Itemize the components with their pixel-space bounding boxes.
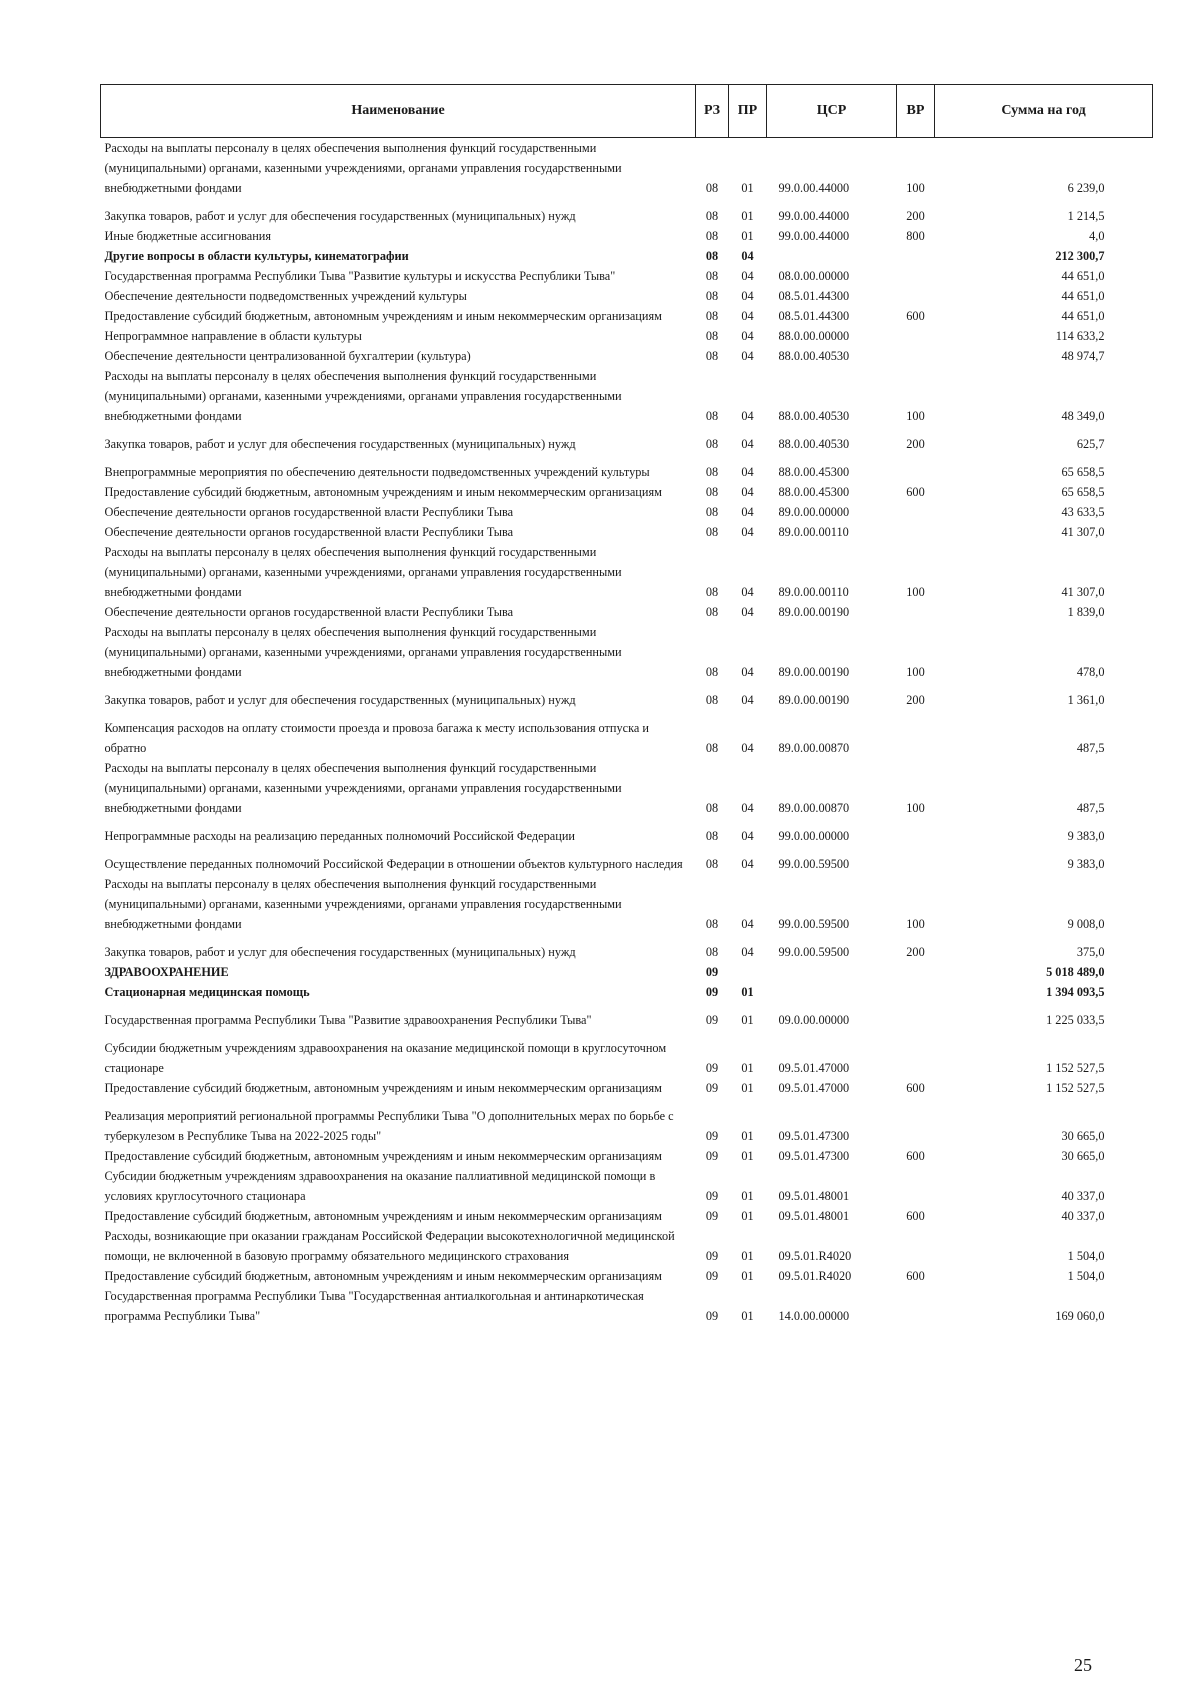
cell-pr: 04	[741, 409, 754, 423]
cell-sum: 40 337,0	[1061, 1189, 1105, 1203]
cell-name: Компенсация расходов на оплату стоимости проезда и провоза багажа к месту использования отпуска и обратно	[104, 721, 650, 755]
cell-rz: 09	[705, 1209, 719, 1223]
cell-sum: 1 152 527,5	[1046, 1081, 1105, 1095]
table-row	[101, 306, 1153, 326]
cell-sum: 48 974,7	[1061, 349, 1105, 363]
table-row	[101, 1286, 1153, 1326]
cell-csr: 09.5.01.47300	[778, 1149, 850, 1163]
table-row	[101, 346, 1153, 366]
cell-name: Государственная программа Республики Тыва "Развитие здравоохранения Республики Тыва"	[104, 1013, 592, 1027]
cell-pr: 04	[741, 857, 754, 871]
cell-rz: 09	[705, 1189, 719, 1203]
cell-name: Обеспечение деятельности органов государственной власти Республики Тыва	[104, 605, 514, 619]
cell-pr: 04	[741, 309, 754, 323]
cell-vr: 600	[906, 485, 925, 499]
cell-name: Государственная программа Республики Тыва "Развитие культуры и искусства Республики Тыва"	[104, 269, 616, 283]
cell-csr: 88.0.00.40530	[778, 437, 850, 451]
cell-sum: 1 361,0	[1067, 693, 1105, 707]
cell-pr: 04	[741, 917, 754, 931]
cell-csr: 08.0.00.00000	[778, 269, 850, 283]
table-row	[101, 482, 1153, 502]
cell-vr	[897, 454, 935, 482]
cell-pr: 04	[741, 349, 754, 363]
cell-pr: 04	[741, 693, 754, 707]
cell-rz: 09	[705, 1081, 719, 1095]
cell-csr: 09.5.01.48001	[778, 1189, 850, 1203]
cell-vr	[897, 846, 935, 874]
cell-vr: 200	[906, 437, 925, 451]
cell-rz: 08	[705, 525, 719, 539]
cell-pr: 01	[741, 229, 754, 243]
cell-csr: 09.5.01.R4020	[778, 1269, 852, 1283]
cell-sum: 44 651,0	[1061, 289, 1105, 303]
cell-sum: 9 383,0	[1067, 829, 1105, 843]
table-row	[101, 1166, 1153, 1206]
cell-csr: 88.0.00.40530	[778, 349, 850, 363]
cell-pr: 04	[741, 465, 754, 479]
cell-rz: 08	[705, 665, 719, 679]
cell-pr: 01	[741, 1061, 754, 1075]
cell-pr: 04	[741, 289, 754, 303]
cell-name: Обеспечение деятельности подведомственных учреждений культуры	[104, 289, 467, 303]
table-row	[101, 1206, 1153, 1226]
cell-csr: 14.0.00.00000	[778, 1309, 850, 1323]
cell-sum: 41 307,0	[1061, 585, 1105, 599]
cell-vr: 200	[906, 693, 925, 707]
cell-rz: 08	[705, 505, 719, 519]
cell-name: Расходы на выплаты персоналу в целях обеспечения выполнения функций государственными (муниципальными) органами, казенными учреждениями, органами управления государственными внебюджетными фондами	[104, 877, 622, 931]
cell-pr: 04	[741, 585, 754, 599]
table-row	[101, 962, 1153, 982]
cell-vr: 100	[906, 409, 925, 423]
cell-rz: 08	[705, 917, 719, 931]
cell-sum: 48 349,0	[1061, 409, 1105, 423]
cell-sum: 487,5	[1076, 801, 1105, 815]
table-row	[101, 266, 1153, 286]
cell-name: Расходы на выплаты персоналу в целях обеспечения выполнения функций государственными (муниципальными) органами, казенными учреждениями, органами управления государственными внебюджетными фондами	[104, 545, 622, 599]
cell-sum: 65 658,5	[1061, 485, 1105, 499]
cell-pr: 01	[741, 1209, 754, 1223]
cell-rz: 08	[705, 693, 719, 707]
cell-name: Расходы, возникающие при оказании гражданам Российской Федерации высокотехнологичной медицинской помощи, не включенной в базовую программу обязательного медицинского страхования	[104, 1229, 675, 1263]
cell-rz: 08	[705, 437, 719, 451]
cell-name: Предоставление субсидий бюджетным, автономным учреждениям и иным некоммерческим организациям	[104, 1209, 662, 1223]
cell-name: Расходы на выплаты персоналу в целях обеспечения выполнения функций государственными (муниципальными) органами, казенными учреждениями, органами управления государственными внебюджетными фондами	[104, 141, 622, 195]
cell-vr: 200	[906, 209, 925, 223]
cell-pr: 04	[741, 525, 754, 539]
cell-vr	[897, 502, 935, 522]
cell-rz: 08	[705, 829, 719, 843]
cell-name: Предоставление субсидий бюджетным, автономным учреждениям и иным некоммерческим организациям	[104, 1149, 662, 1163]
cell-rz: 09	[705, 1269, 719, 1283]
cell-rz: 09	[705, 1249, 719, 1263]
cell-rz: 08	[705, 585, 719, 599]
table-row	[101, 326, 1153, 346]
cell-pr: 04	[741, 269, 754, 283]
cell-name: Предоставление субсидий бюджетным, автономным учреждениям и иным некоммерческим организациям	[104, 485, 662, 499]
table-row	[101, 286, 1153, 306]
cell-vr: 100	[906, 181, 925, 195]
cell-vr: 100	[906, 665, 925, 679]
cell-pr: 04	[741, 505, 754, 519]
cell-csr: 89.0.00.00190	[778, 605, 850, 619]
cell-csr: 88.0.00.45300	[778, 465, 850, 479]
cell-vr: 200	[906, 945, 925, 959]
cell-vr	[897, 286, 935, 306]
header-sum: Сумма на год	[935, 85, 1153, 138]
cell-rz: 08	[705, 349, 719, 363]
cell-csr: 09.5.01.R4020	[778, 1249, 852, 1263]
cell-pr: 01	[741, 1249, 754, 1263]
cell-pr: 01	[741, 209, 754, 223]
cell-csr: 88.0.00.00000	[778, 329, 850, 343]
cell-name: Непрограммные расходы на реализацию переданных полномочий Российской Федерации	[104, 829, 575, 843]
table-row	[101, 366, 1153, 426]
cell-pr: 01	[741, 1189, 754, 1203]
cell-rz: 08	[705, 309, 719, 323]
cell-sum: 375,0	[1076, 945, 1105, 959]
cell-rz: 08	[705, 857, 719, 871]
cell-rz: 08	[705, 605, 719, 619]
table-row	[101, 522, 1153, 542]
cell-vr: 100	[906, 585, 925, 599]
cell-rz: 09	[705, 1013, 719, 1027]
cell-csr: 89.0.00.00110	[778, 525, 849, 539]
cell-sum: 1 394 093,5	[1046, 985, 1105, 999]
table-row	[101, 1226, 1153, 1266]
cell-rz: 09	[705, 1149, 719, 1163]
cell-sum: 9 008,0	[1067, 917, 1105, 931]
cell-name: Обеспечение деятельности централизованной бухгалтерии (культура)	[104, 349, 471, 363]
header-name: Наименование	[101, 85, 696, 138]
cell-vr	[897, 326, 935, 346]
cell-vr	[897, 1226, 935, 1266]
cell-vr	[897, 1002, 935, 1030]
cell-sum: 487,5	[1076, 741, 1105, 755]
cell-csr: 99.0.00.44000	[778, 181, 850, 195]
cell-csr: 89.0.00.00870	[778, 741, 850, 755]
table-row	[101, 426, 1153, 454]
cell-csr: 89.0.00.00870	[778, 801, 850, 815]
header-pr: ПР	[729, 85, 767, 138]
cell-csr: 99.0.00.59500	[778, 945, 850, 959]
cell-sum: 1 839,0	[1067, 605, 1105, 619]
cell-name: Обеспечение деятельности органов государственной власти Республики Тыва	[104, 525, 514, 539]
table-row	[101, 758, 1153, 818]
table-row	[101, 542, 1153, 602]
table-row	[101, 818, 1153, 846]
cell-csr: 99.0.00.00000	[778, 829, 850, 843]
cell-sum: 478,0	[1076, 665, 1105, 679]
cell-rz: 08	[705, 289, 719, 303]
cell-sum: 1 214,5	[1067, 209, 1105, 223]
cell-csr: 09.0.00.00000	[778, 1013, 850, 1027]
cell-csr: 89.0.00.00000	[778, 505, 850, 519]
cell-vr: 600	[906, 309, 925, 323]
cell-csr	[767, 982, 897, 1002]
table-row	[101, 682, 1153, 710]
cell-vr	[897, 522, 935, 542]
cell-vr	[897, 710, 935, 758]
cell-pr: 04	[741, 437, 754, 451]
table-row	[101, 602, 1153, 622]
cell-sum: 625,7	[1076, 437, 1105, 451]
header-vr: ВР	[897, 85, 935, 138]
cell-csr	[767, 246, 897, 266]
table-row	[101, 1002, 1153, 1030]
cell-name: Внепрограммные мероприятия по обеспечению деятельности подведомственных учреждений культуры	[104, 465, 650, 479]
cell-vr	[897, 346, 935, 366]
cell-rz: 08	[705, 249, 719, 263]
table-row	[101, 1078, 1153, 1098]
cell-vr: 100	[906, 917, 925, 931]
cell-pr: 04	[741, 945, 754, 959]
cell-csr: 99.0.00.44000	[778, 229, 850, 243]
cell-vr	[897, 982, 935, 1002]
cell-sum: 9 383,0	[1067, 857, 1105, 871]
cell-pr: 01	[741, 1081, 754, 1095]
cell-rz: 09	[705, 1129, 719, 1143]
cell-sum: 44 651,0	[1061, 269, 1105, 283]
cell-rz: 08	[705, 741, 719, 755]
table-row	[101, 246, 1153, 266]
cell-csr: 09.5.01.47000	[778, 1081, 850, 1095]
cell-csr: 99.0.00.44000	[778, 209, 850, 223]
table-row	[101, 226, 1153, 246]
cell-sum: 1 225 033,5	[1046, 1013, 1105, 1027]
cell-pr: 04	[741, 605, 754, 619]
table-header-row	[101, 85, 1153, 138]
cell-rz: 08	[705, 801, 719, 815]
table-row	[101, 874, 1153, 934]
cell-sum: 30 665,0	[1061, 1129, 1105, 1143]
cell-name: Субсидии бюджетным учреждениям здравоохранения на оказание паллиативной медицинской помощи в условиях круглосуточного стационара	[104, 1169, 656, 1203]
table-row	[101, 1266, 1153, 1286]
cell-name: Закупка товаров, работ и услуг для обеспечения государственных (муниципальных) нужд	[104, 209, 576, 223]
cell-csr: 08.5.01.44300	[778, 289, 850, 303]
cell-pr: 04	[741, 485, 754, 499]
cell-sum: 44 651,0	[1061, 309, 1105, 323]
table-row	[101, 846, 1153, 874]
cell-name: Расходы на выплаты персоналу в целях обеспечения выполнения функций государственными (муниципальными) органами, казенными учреждениями, органами управления государственными внебюджетными фондами	[104, 369, 622, 423]
cell-rz: 08	[705, 229, 719, 243]
cell-name: Расходы на выплаты персоналу в целях обеспечения выполнения функций государственными (муниципальными) органами, казенными учреждениями, органами управления государственными внебюджетными фондами	[104, 761, 622, 815]
cell-rz: 09	[705, 1061, 719, 1075]
cell-name: Реализация мероприятий региональной программы Республики Тыва "О дополнительных мерах по борьбе с туберкулезом в Республике Тыва на 2022-2025 годы"	[104, 1109, 674, 1143]
cell-pr: 01	[741, 985, 754, 999]
cell-csr: 99.0.00.59500	[778, 857, 850, 871]
table-row	[101, 1030, 1153, 1078]
cell-name: Закупка товаров, работ и услуг для обеспечения государственных (муниципальных) нужд	[104, 693, 576, 707]
cell-sum: 43 633,5	[1061, 505, 1105, 519]
cell-vr: 800	[906, 229, 925, 243]
cell-sum: 5 018 489,0	[1046, 965, 1105, 979]
cell-sum: 30 665,0	[1061, 1149, 1105, 1163]
header-csr: ЦСР	[767, 85, 897, 138]
cell-rz: 08	[705, 409, 719, 423]
cell-rz: 08	[705, 329, 719, 343]
cell-pr: 01	[741, 1269, 754, 1283]
cell-vr	[897, 818, 935, 846]
cell-pr: 04	[741, 329, 754, 343]
cell-csr: 89.0.00.00110	[778, 585, 849, 599]
cell-csr: 09.5.01.47300	[778, 1129, 850, 1143]
cell-vr: 600	[906, 1269, 925, 1283]
cell-rz: 08	[705, 209, 719, 223]
cell-sum: 1 152 527,5	[1046, 1061, 1105, 1075]
cell-pr: 04	[741, 801, 754, 815]
page-number: 25	[1074, 1655, 1092, 1675]
cell-csr: 88.0.00.40530	[778, 409, 850, 423]
cell-name: Другие вопросы в области культуры, кинематографии	[104, 249, 409, 263]
cell-name: Расходы на выплаты персоналу в целях обеспечения выполнения функций государственными (муниципальными) органами, казенными учреждениями, органами управления государственными внебюджетными фондами	[104, 625, 622, 679]
cell-sum: 212 300,7	[1055, 249, 1105, 263]
cell-pr: 04	[741, 741, 754, 755]
cell-vr	[897, 602, 935, 622]
cell-name: ЗДРАВООХРАНЕНИЕ	[104, 965, 229, 979]
cell-vr	[897, 1166, 935, 1206]
cell-csr: 89.0.00.00190	[778, 665, 850, 679]
cell-csr: 88.0.00.45300	[778, 485, 850, 499]
cell-vr	[897, 962, 935, 982]
cell-sum: 1 504,0	[1067, 1269, 1105, 1283]
table-row	[101, 454, 1153, 482]
cell-sum: 169 060,0	[1055, 1309, 1105, 1323]
cell-pr: 01	[741, 1129, 754, 1143]
cell-rz: 09	[705, 965, 719, 979]
cell-sum: 65 658,5	[1061, 465, 1105, 479]
cell-name: Закупка товаров, работ и услуг для обеспечения государственных (муниципальных) нужд	[104, 945, 576, 959]
cell-rz: 08	[705, 945, 719, 959]
cell-name: Закупка товаров, работ и услуг для обеспечения государственных (муниципальных) нужд	[104, 437, 576, 451]
cell-rz: 09	[705, 985, 719, 999]
cell-rz: 08	[705, 181, 719, 195]
table-row	[101, 502, 1153, 522]
cell-csr: 89.0.00.00190	[778, 693, 850, 707]
cell-pr: 04	[741, 665, 754, 679]
cell-pr: 01	[741, 1309, 754, 1323]
cell-rz: 08	[705, 485, 719, 499]
cell-name: Государственная программа Республики Тыва "Государственная антиалкогольная и антинаркотическая программа Республики Тыва"	[104, 1289, 644, 1323]
cell-csr: 08.5.01.44300	[778, 309, 850, 323]
cell-csr: 99.0.00.59500	[778, 917, 850, 931]
header-rz: РЗ	[696, 85, 729, 138]
cell-sum: 114 633,2	[1055, 329, 1105, 343]
table-row	[101, 138, 1153, 199]
table-body	[101, 138, 1153, 1327]
cell-sum: 6 239,0	[1067, 181, 1105, 195]
budget-table	[100, 84, 1153, 1326]
cell-name: Предоставление субсидий бюджетным, автономным учреждениям и иным некоммерческим организациям	[104, 1081, 662, 1095]
cell-name: Непрограммное направление в области культуры	[104, 329, 362, 343]
cell-pr: 01	[741, 1013, 754, 1027]
cell-name: Предоставление субсидий бюджетным, автономным учреждениям и иным некоммерческим организациям	[104, 309, 662, 323]
cell-rz: 09	[705, 1309, 719, 1323]
budget-document	[100, 84, 1152, 1326]
cell-csr: 09.5.01.47000	[778, 1061, 850, 1075]
table-row	[101, 198, 1153, 226]
cell-csr: 09.5.01.48001	[778, 1209, 850, 1223]
cell-pr: 01	[741, 1149, 754, 1163]
cell-name: Обеспечение деятельности органов государственной власти Республики Тыва	[104, 505, 514, 519]
cell-vr	[897, 1098, 935, 1146]
cell-sum: 1 504,0	[1067, 1249, 1105, 1263]
cell-name: Предоставление субсидий бюджетным, автономным учреждениям и иным некоммерческим организациям	[104, 1269, 662, 1283]
cell-vr	[897, 266, 935, 286]
table-row	[101, 982, 1153, 1002]
table-row	[101, 1146, 1153, 1166]
cell-name: Осуществление переданных полномочий Российской Федерации в отношении объектов культурного наследия	[104, 857, 683, 871]
cell-vr	[897, 1030, 935, 1078]
cell-rz: 08	[705, 465, 719, 479]
cell-name: Субсидии бюджетным учреждениям здравоохранения на оказание медицинской помощи в круглосуточном стационаре	[104, 1041, 667, 1075]
cell-pr	[729, 962, 767, 982]
table-row	[101, 1098, 1153, 1146]
cell-pr: 04	[741, 829, 754, 843]
cell-pr: 01	[741, 181, 754, 195]
cell-vr: 600	[906, 1149, 925, 1163]
cell-csr	[767, 962, 897, 982]
cell-vr: 600	[906, 1209, 925, 1223]
cell-sum: 4,0	[1089, 229, 1105, 243]
table-row	[101, 710, 1153, 758]
cell-vr: 100	[906, 801, 925, 815]
table-row	[101, 622, 1153, 682]
cell-vr	[897, 246, 935, 266]
cell-rz: 08	[705, 269, 719, 283]
cell-pr: 04	[741, 249, 754, 263]
cell-sum: 40 337,0	[1061, 1209, 1105, 1223]
cell-vr	[897, 1286, 935, 1326]
cell-name: Стационарная медицинская помощь	[104, 985, 310, 999]
table-row	[101, 934, 1153, 962]
cell-sum: 41 307,0	[1061, 525, 1105, 539]
cell-vr: 600	[906, 1081, 925, 1095]
cell-name: Иные бюджетные ассигнования	[104, 229, 272, 243]
